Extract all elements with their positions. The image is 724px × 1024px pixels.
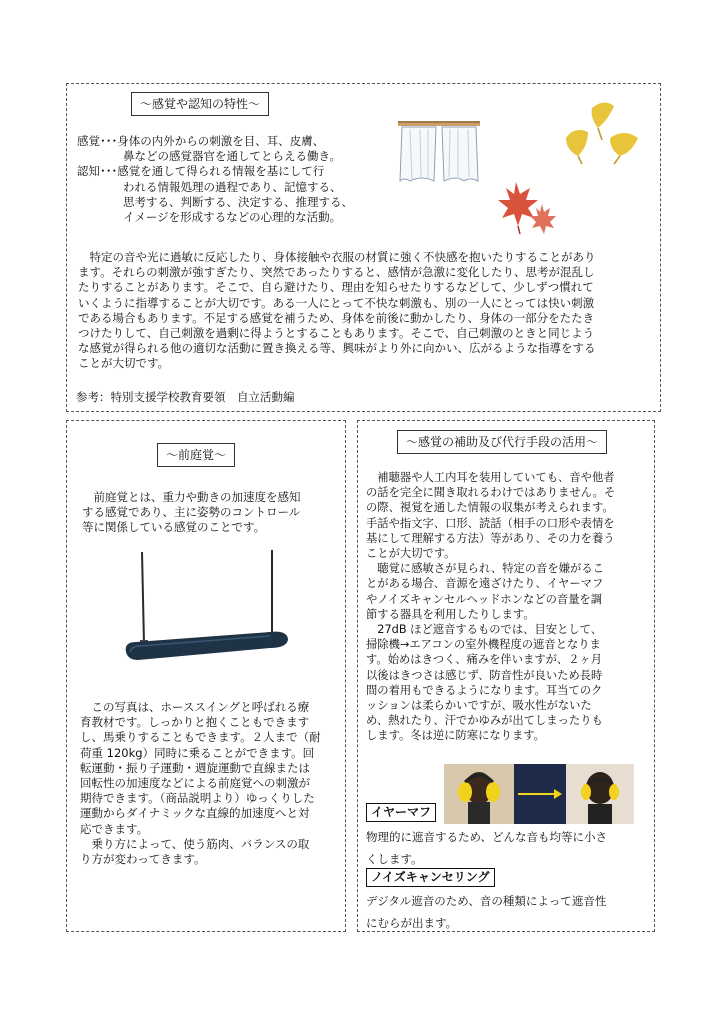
- body-line: 補聴器や人工内耳を装用していても、音や他者: [366, 471, 615, 484]
- definition-line: 認知･･･感覚を通して得られる情報を基にして行: [77, 164, 325, 179]
- body-line: 荷重 120kg）同時に乗ることができます。回: [80, 745, 315, 760]
- description-line: 物理的に遮音するため、どんな音も均等に小さ: [366, 830, 608, 844]
- body-line: す。始めはきつく、痛みを伴いますが、２ヶ月: [366, 653, 603, 667]
- definition-line: イメージを形成するなどの心理的な活動。: [77, 210, 342, 225]
- curtain-illustration: [398, 117, 480, 185]
- sensory-aid-body: [366, 470, 615, 744]
- description-line: にむらが出ます。: [366, 916, 458, 930]
- body-line: いくように指導することが大切です。ある一人にとって不快な刺激も、別の一人にとっては快い刺激: [78, 295, 595, 310]
- definitions: [77, 134, 353, 225]
- body-line: し、馬乗りすることもできます。２人まで（耐: [80, 730, 321, 745]
- intro-line: 等に関係している感覚のことです。: [82, 520, 266, 535]
- body-line: 転運動・振り子運動・週旋運動で直線または: [80, 760, 310, 775]
- body-line: 育教材です。しっかりと抱くこともできます: [80, 715, 310, 730]
- body-line: します。冬は逆に防寒になります。: [366, 729, 545, 743]
- body-line: ことが大切です。: [78, 356, 170, 371]
- body-line: 27dB ほど遮音するものでは、目安として、: [366, 623, 603, 637]
- vestibular-intro: [82, 490, 301, 536]
- top-section-title: ～感覚や認知の特性～: [131, 92, 269, 116]
- description-line: くします。: [366, 852, 423, 866]
- noise-cancelling-description: [366, 890, 606, 934]
- body-line: ことが大切です。: [366, 547, 456, 561]
- body-line: やノイズキャンセルヘッドホンなどの音量を調: [366, 592, 603, 606]
- definition-line: 感覚･･･身体の内外からの刺激を目、耳、皮膚、: [77, 134, 325, 148]
- body-line: 応できます。: [80, 821, 149, 836]
- noise-cancelling-label: ノイズキャンセリング: [366, 868, 495, 887]
- body-line: 乗り方によって、使う筋肉、バランスの取: [80, 836, 310, 851]
- body-line: 間の着用もできるようになります。耳当てのク: [366, 683, 603, 697]
- body-line: 手話や指文字、口形、読話（相手の口形や表情を: [366, 516, 615, 530]
- sensory-aid-section-title: ～感覚の補助及び代行手段の活用～: [397, 430, 607, 454]
- body-line: 運動からダイナミックな直線的加速度へと対: [80, 806, 310, 821]
- definition-line: 鼻などの感覚器官を通してとらえる働き。: [77, 149, 342, 164]
- body-line: の話を完全に聞き取れるわけではありません。そ: [366, 486, 616, 500]
- body-line: 節する器具を利用したりします。: [366, 607, 535, 621]
- body-line: 期待できます。（商品説明より）ゆっくりした: [80, 791, 315, 806]
- body-line: 特定の音や光に過敏に反応したり、身体接触や衣服の材質に強く不快感を抱いたりすることがあり: [78, 250, 596, 264]
- description-line: デジタル遮音のため、音の種類によって遮音性: [366, 894, 607, 908]
- horse-swing-photo: [120, 548, 292, 664]
- definition-line: われる情報処理の過程であり、記憶する、: [77, 179, 342, 194]
- top-body-paragraph: [78, 250, 596, 372]
- body-line: ッションは柔らかいですが、吸水性がないた: [366, 699, 592, 713]
- earmuff-photo: [444, 764, 634, 824]
- body-line: ます。それらの刺激が強すぎたり、突然であったりすると、感情が急激に変化したり、思考が混乱し: [78, 265, 595, 280]
- body-line: め、熱れたり、汗でかゆみが出てしまったりも: [366, 714, 603, 728]
- body-line: である場合もあります。不足する感覚を補うため、身体を前後に動かしたり、身体の一部分をたたき: [78, 310, 595, 325]
- vestibular-section-title: ～前庭覚～: [157, 443, 235, 467]
- body-line: たりすることがあります。そこで、自ら避けたり、理由を知らせたりするなどして、少しずつ慣れて: [78, 280, 594, 295]
- ginkgo-leaves-illustration: [562, 98, 642, 178]
- definition-line: 思考する、判断する、決定する、推理する、: [77, 194, 353, 209]
- body-line: り方が変わってきます。: [80, 852, 206, 867]
- body-line: 掃除機→エアコンの室外機程度の遮音となりま: [366, 638, 601, 652]
- earmuff-description: [366, 826, 607, 870]
- body-line: 以後はきつさは感じず、防音性が良いため長時: [366, 668, 603, 682]
- intro-line: 前庭覚とは、重力や動きの加速度を感知: [82, 490, 301, 504]
- body-line: 聴覚に感敏さが見られ、特定の音を嫌がるこ: [366, 562, 604, 576]
- body-line: この写真は、ホーススイングと呼ばれる療: [80, 700, 310, 714]
- body-line: 回転性の加速度などによる前庭覚への刺激が: [80, 776, 310, 791]
- body-line: な感覚が得られる他の適切な活動に置き換える等、興味がより外に向かい、広がるような指導をする: [78, 341, 596, 356]
- maple-leaves-illustration: [492, 178, 562, 238]
- intro-line: する感覚であり、主に姿勢のコントロール: [82, 505, 301, 520]
- body-line: の際、視覚を通した情報の収集が考えられます。: [366, 501, 614, 515]
- vestibular-body: [80, 700, 321, 867]
- earmuff-label: イヤーマフ: [366, 803, 436, 822]
- reference-note: 参考：特別支援学校教育要領 自立活動編: [76, 390, 295, 404]
- body-line: つけたりして、自己刺激を過剰に得ようとすることもあります。そこで、自己刺激のときと同じよう: [78, 326, 595, 341]
- body-line: とがある場合、音源を遠ざけたり、イヤーマフ: [366, 577, 604, 591]
- body-line: 基にして理解する方法）等があり、その力を養う: [366, 531, 615, 545]
